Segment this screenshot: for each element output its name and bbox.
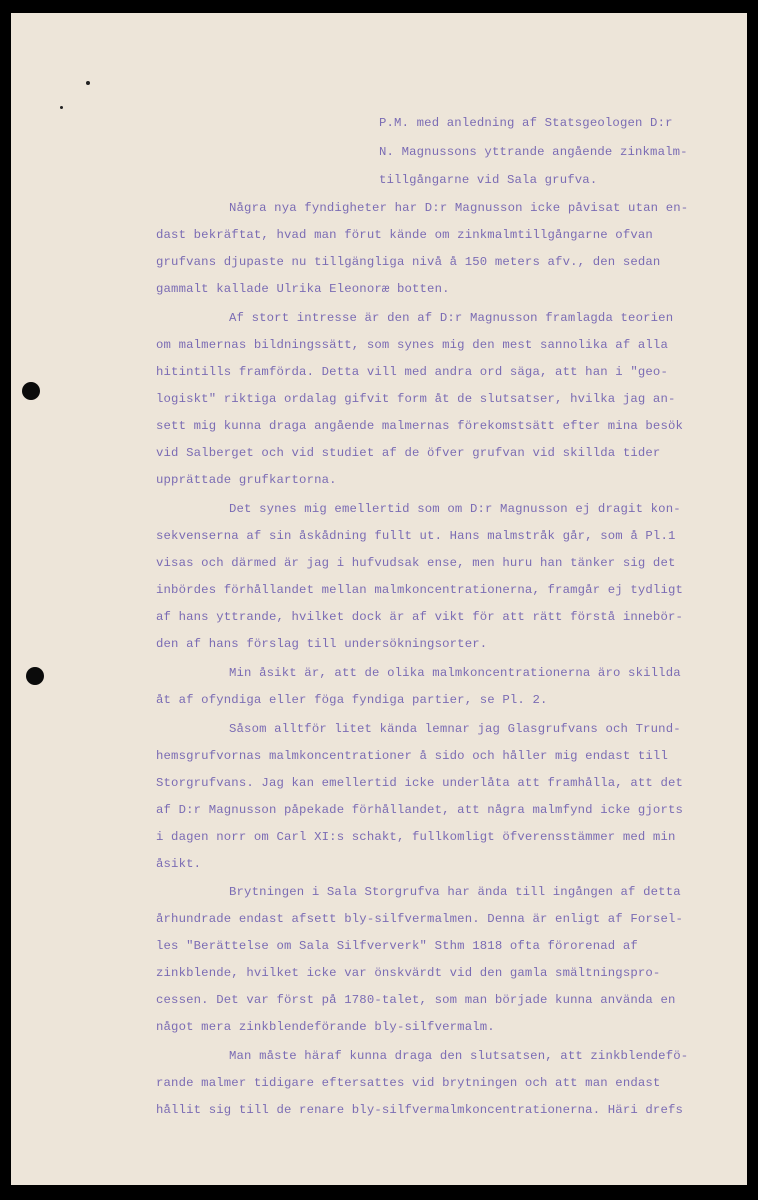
text-line: i dagen norr om Carl XI:s schakt, fullkomligt öfverensstämmer med min [156, 830, 676, 844]
heading-line: tillgångarne vid Sala grufva. [379, 173, 598, 187]
text-line: Det synes mig emellertid som om D:r Magnusson ej dragit kon- [229, 502, 681, 516]
text-line: Såsom alltför litet kända lemnar jag Glasgrufvans och Trund- [229, 722, 681, 736]
text-line: Min åsikt är, att de olika malmkoncentrationerna äro skillda [229, 666, 681, 680]
text-line: cessen. Det var först på 1780-talet, som man började kunna använda en [156, 993, 676, 1007]
document-page [11, 13, 747, 1185]
text-line: af hans yttrande, hvilket dock är af vikt för att rätt förstå innebör- [156, 610, 684, 624]
text-line: gammalt kallade Ulrika Eleonoræ botten. [156, 282, 450, 296]
paragraph-5 [156, 716, 683, 878]
text-line: inbördes förhållandet mellan malmkoncentrationerna, framgår ej tydligt [156, 583, 684, 597]
ink-speck [86, 81, 90, 85]
text-line: dast bekräftat, hvad man förut kände om zinkmalmtillgångarne ofvan [156, 228, 653, 242]
punch-hole-bottom [26, 667, 44, 685]
punch-hole-top [22, 382, 40, 400]
text-line: åsikt. [156, 857, 202, 871]
text-line: den af hans förslag till undersökningsorter. [156, 637, 488, 651]
text-line: Storgrufvans. Jag kan emellertid icke underlåta att framhålla, att det [156, 776, 684, 790]
text-line: hitintills framförda. Detta vill med andra ord säga, att han i "geo- [156, 365, 668, 379]
text-line: åt af ofyndiga eller föga fyndiga partier, se Pl. 2. [156, 693, 548, 707]
text-line: af D:r Magnusson påpekade förhållandet, att några malmfynd icke gjorts [156, 803, 684, 817]
paragraph-7 [156, 1043, 688, 1124]
paragraph-6 [156, 879, 683, 1041]
text-line: sekvenserna af sin åskådning fullt ut. Hans malmstråk går, som å Pl.1 [156, 529, 676, 543]
text-line: århundrade endast afsett bly-silfvermalmen. Denna är enligt af Forsel- [156, 912, 684, 926]
text-line: visas och därmed är jag i hufvudsak ense, men huru han tänker sig det [156, 556, 676, 570]
memo-heading [379, 109, 688, 195]
text-line: något mera zinkblendeförande bly-silfvermalm. [156, 1020, 495, 1034]
text-line: zinkblende, hvilket icke var önskvärdt vid den gamla smältningspro- [156, 966, 661, 980]
text-line: om malmernas bildningssätt, som synes mig den mest sannolika af alla [156, 338, 668, 352]
text-line: Några nya fyndigheter har D:r Magnusson icke påvisat utan en- [229, 201, 689, 215]
text-line: hemsgrufvornas malmkoncentrationer å sido och håller mig endast till [156, 749, 668, 763]
paragraph-2 [156, 305, 683, 494]
text-line: logiskt" riktiga ordalag gifvit form åt de slutsatser, hvilka jag an- [156, 392, 676, 406]
text-line: grufvans djupaste nu tillgängliga nivå å 150 meters afv., den sedan [156, 255, 661, 269]
text-line: les "Berättelse om Sala Silfververk" Sthm 1818 ofta förorenad af [156, 939, 638, 953]
text-line: upprättade grufkartorna. [156, 473, 337, 487]
paragraph-3 [156, 496, 683, 658]
text-line: sett mig kunna draga angående malmernas förekomstsätt efter mina besök [156, 419, 684, 433]
text-line: rande malmer tidigare eftersattes vid brytningen och att man endast [156, 1076, 661, 1090]
text-line: Brytningen i Sala Storgrufva har ända till ingången af detta [229, 885, 681, 899]
heading-line: N. Magnussons yttrande angående zinkmalm- [379, 144, 688, 159]
text-line: hållit sig till de renare bly-silfvermalmkoncentrationerna. Häri drefs [156, 1103, 684, 1117]
text-line: Man måste häraf kunna draga den slutsatsen, att zinkblendefö- [229, 1049, 689, 1063]
ink-speck [60, 106, 63, 109]
paragraph-4 [156, 660, 681, 714]
text-line: Af stort intresse är den af D:r Magnusson framlagda teorien [229, 311, 674, 325]
paragraph-1 [156, 195, 688, 303]
text-line: vid Salberget och vid studiet af de öfver grufvan vid skillda tider [156, 446, 661, 460]
heading-line: P.M. med anledning af Statsgeologen D:r [379, 116, 673, 130]
